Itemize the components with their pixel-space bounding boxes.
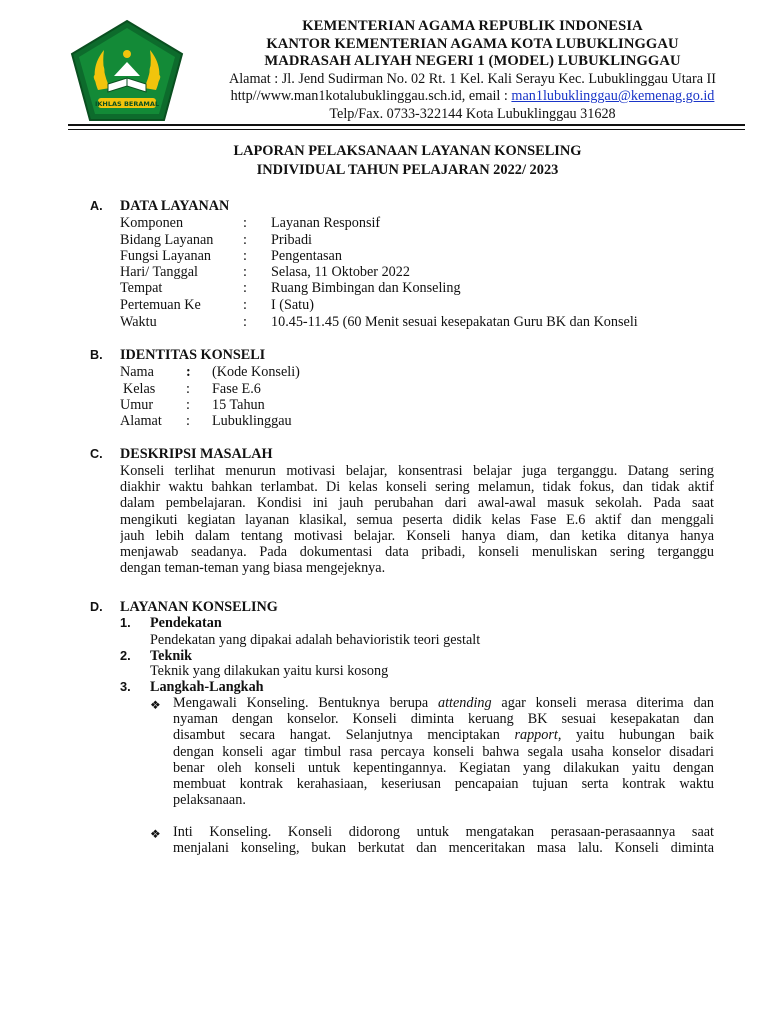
letterhead-rule-thick [68,124,745,126]
letterhead-rule-thin [68,129,745,130]
problem-description [120,463,714,576]
paragraph-line: Inti Konseling. Konseli didorong untuk mengatakan perasaan-perasaannya saat [173,824,714,840]
diamond-bullet-icon: ❖ [150,698,161,712]
step-opening [173,695,714,808]
phone-line: Telp/Fax. 0733-322144 Kota Lubuklinggau 31628 [329,105,616,122]
paragraph-line: dengan teman-teman yang biasa mengejeknya. [120,560,386,577]
website-text: http//www.man1kotalubuklinggau.sch.id, email : [230,88,512,105]
letterhead [200,18,745,123]
kemenag-logo [68,18,186,124]
paragraph-line: menjawab seadanya. Pada dokumentasi data pribadi, konseli menuliskan sering terganggu [120,543,714,560]
school-address: Alamat : Jl. Jend Sudirman No. 02 Rt. 1 Kel. Kali Serayu Kec. Lubuklinggau Utara II [228,70,716,87]
paragraph-line: membuat kontrak kerahasiaan, keseriusan pencapaian tujuan serta kontrak waktu [173,775,714,792]
section-b-heading: B. IDENTITAS KONSELI [90,347,266,363]
section-a-heading: A. DATA LAYANAN [90,198,230,214]
paragraph-line: dalam pembelajaran. Kondisi ini jauh perubahan dari awal-awal masuk sekolah. Pada saat [120,495,714,512]
paragraph-line: Mengawali Konseling. Bentuknya berupa attending agar konseli merasa diterima dan [173,695,714,711]
technique-text: Teknik yang dilakukan yaitu kursi kosong [150,663,389,679]
report-title-line2: INDIVIDUAL TAHUN PELAJARAN 2022/ 2023 [256,162,559,178]
step-core [173,824,714,856]
paragraph-line: menjalani konseling, bukan berkutat dan menceritakan masa lalu. Konseli diminta [173,840,714,857]
paragraph-line: dengan konseli agar timbul rasa percaya konseli bahwa segala usaha konselor disadari [173,743,714,760]
section-d-heading: D. LAYANAN KONSELING [90,599,278,615]
email-link[interactable]: man1lubuklinggau@kemenag.go.id [511,88,715,105]
subsection-approach: 1. Pendekatan [120,615,222,631]
paragraph-line: jauh lebih dalam tentang motivasi belajar. Konseli hanya diam, dan ketika ditanya hanya [120,527,714,544]
paragraph-line: nyaman dengan konselor. Konseli diminta keruang BK sesuai kesepakatan dan [173,711,714,728]
logo-motto: IKHLAS BERAMAL [94,100,160,108]
approach-text: Pendekatan yang dipakai adalah behavioristik teori gestalt [150,632,481,648]
paragraph-line: pelaksanaan. [173,792,246,809]
ministry-name: KEMENTERIAN AGAMA REPUBLIK INDONESIA [302,18,643,34]
paragraph-line: disambut secara hangat. Selanjutnya menciptakan rapport, yaitu hubungan baik [173,727,714,744]
school-name: MADRASAH ALIYAH NEGERI 1 (MODEL) LUBUKLINGGAU [264,53,681,70]
paragraph-line: mengikuti kegiatan layanan klasikal, semua peserta didik kelas Fase E.6 aktif dan menggali [120,511,714,528]
paragraph-line: benar oleh konseli untuk kepentingannya. Kegiatan yang dilakukan yaitu dengan [173,759,714,776]
subsection-technique: 2. Teknik [120,648,193,664]
diamond-bullet-icon: ❖ [150,827,161,841]
section-c-heading: C. DESKRIPSI MASALAH [90,446,273,462]
subsection-steps: 3. Langkah-Langkah [120,679,264,695]
office-name: KANTOR KEMENTERIAN AGAMA KOTA LUBUKLINGGAU [266,35,679,52]
paragraph-line: Konseli terlihat menurun motivasi belajar, konsentrasi belajar juga terganggu. Datang sering [120,463,714,479]
report-title-line1: LAPORAN PELAKSANAAN LAYANAN KONSELING [233,143,582,159]
website-email-line [200,88,745,105]
paragraph-line: diakhir waktu bahkan terlambat. Di kelas konseli sering melamun, tidak fokus, dan tidak aktif [120,479,714,496]
